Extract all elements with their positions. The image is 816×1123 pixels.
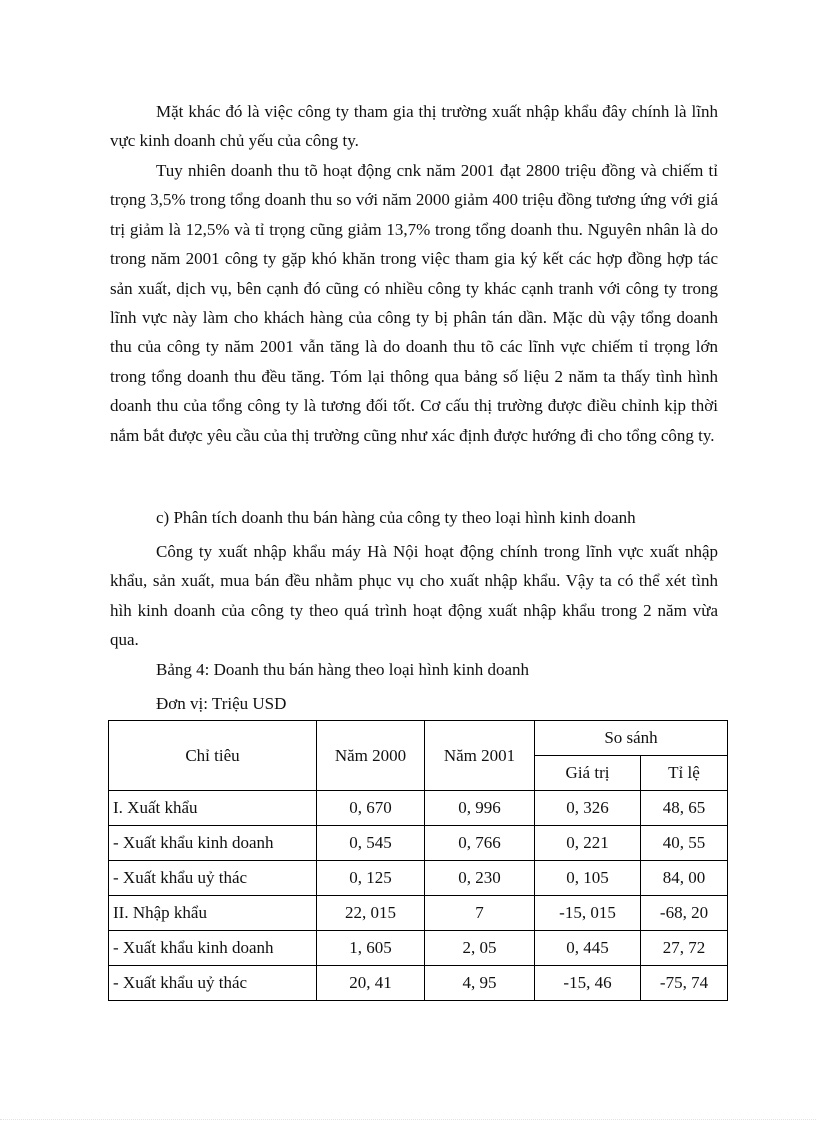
table-row <box>109 826 728 861</box>
header-value: Giá trị <box>535 756 641 791</box>
value-2000: 1, 605 <box>317 931 425 966</box>
compare-value: 0, 221 <box>535 826 641 861</box>
row-label: I. Xuất khẩu <box>109 791 317 826</box>
compare-ratio: -68, 20 <box>641 896 728 931</box>
value-2001: 0, 230 <box>425 861 535 896</box>
paragraph-intro: Mặt khác đó là việc công ty tham gia thị trường xuất nhập khẩu đây chính là lĩnh vực kinh doanh chủ yếu của công ty. <box>110 102 718 151</box>
value-2000: 20, 41 <box>317 966 425 1001</box>
value-2001: 2, 05 <box>425 931 535 966</box>
compare-value: 0, 445 <box>535 931 641 966</box>
value-2001: 0, 766 <box>425 826 535 861</box>
compare-ratio: 84, 00 <box>641 861 728 896</box>
paragraph-revenue-analysis: Tuy nhiên doanh thu tõ hoạt động cnk năm 2001 đạt 2800 triệu đồng và chiếm tỉ trọng 3,5% trong tổng doanh thu so với năm 2000 giảm 400 triệu đồng tương ứng với giá trị giảm là 12,5% và tỉ trọng cũng giảm 13,7% trong tổng doanh thu. Nguyên nhân là do trong năm 2001 công ty gặp khó khăn trong việc tham gia ký kết các hợp đồng hợp tác sản xuất, dịch vụ, bên cạnh đó cũng có nhiều công ty khác cạnh tranh với công ty trong lĩnh vực này làm cho khách hàng của công ty bị phân tán dần. Mặc dù vậy tổng doanh thu của công ty năm 2001 vẫn tăng là do doanh thu tõ các lĩnh vực chiếm tỉ trọng lớn trong tổng doanh thu đều tăng. Tóm lại thông qua bảng số liệu 2 năm ta thấy tình hình doanh thu của tổng công ty là tương đối tốt. Cơ cấu thị trường được điều chỉnh kịp thời nắm bắt được yêu cầu của thị trường cũng như xác định được hướng đi cho tổng công ty. <box>110 161 718 445</box>
value-2000: 0, 670 <box>317 791 425 826</box>
section-heading: c) Phân tích doanh thu bán hàng của công ty theo loại hình kinh doanh <box>156 508 636 527</box>
compare-value: 0, 326 <box>535 791 641 826</box>
paragraph-company-overview: Công ty xuất nhập khẩu máy Hà Nội hoạt động chính trong lĩnh vực xuất nhập khẩu, sản xuất, mua bán đều nhằm phục vụ cho xuất nhập khẩu. Vậy ta có thể xét tình hìh kinh doanh của công ty theo quá trình hoạt động xuất nhập khẩu trong 2 năm vừa qua. <box>110 542 718 650</box>
row-label: - Xuất khẩu uỷ thác <box>109 861 317 896</box>
row-label: - Xuất khẩu kinh doanh <box>109 931 317 966</box>
header-indicator: Chỉ tiêu <box>109 721 317 791</box>
page-bottom-border <box>0 1119 816 1120</box>
table-row <box>109 896 728 931</box>
compare-ratio: 40, 55 <box>641 826 728 861</box>
table-row <box>109 966 728 1001</box>
row-label: II. Nhập khẩu <box>109 896 317 931</box>
value-2000: 0, 125 <box>317 861 425 896</box>
row-label: - Xuất khẩu kinh doanh <box>109 826 317 861</box>
value-2001: 4, 95 <box>425 966 535 1001</box>
value-2001: 0, 996 <box>425 791 535 826</box>
header-year-2000: Năm 2000 <box>317 721 425 791</box>
header-year-2001: Năm 2001 <box>425 721 535 791</box>
table-caption: Bảng 4: Doanh thu bán hàng theo loại hình kinh doanh <box>156 660 529 679</box>
table-body <box>109 791 728 1001</box>
revenue-table <box>108 720 728 1001</box>
unit-label: Đơn vị: Triệu USD <box>156 694 287 713</box>
header-ratio: Tỉ lệ <box>641 756 728 791</box>
value-2000: 22, 015 <box>317 896 425 931</box>
compare-value: -15, 46 <box>535 966 641 1001</box>
table-row <box>109 931 728 966</box>
table-row <box>109 861 728 896</box>
value-2000: 0, 545 <box>317 826 425 861</box>
compare-ratio: 27, 72 <box>641 931 728 966</box>
row-label: - Xuất khẩu uỷ thác <box>109 966 317 1001</box>
table-header-row <box>109 721 728 756</box>
compare-value: -15, 015 <box>535 896 641 931</box>
table-row <box>109 791 728 826</box>
compare-ratio: 48, 65 <box>641 791 728 826</box>
compare-ratio: -75, 74 <box>641 966 728 1001</box>
value-2001: 7 <box>425 896 535 931</box>
compare-value: 0, 105 <box>535 861 641 896</box>
header-compare: So sánh <box>535 721 728 756</box>
